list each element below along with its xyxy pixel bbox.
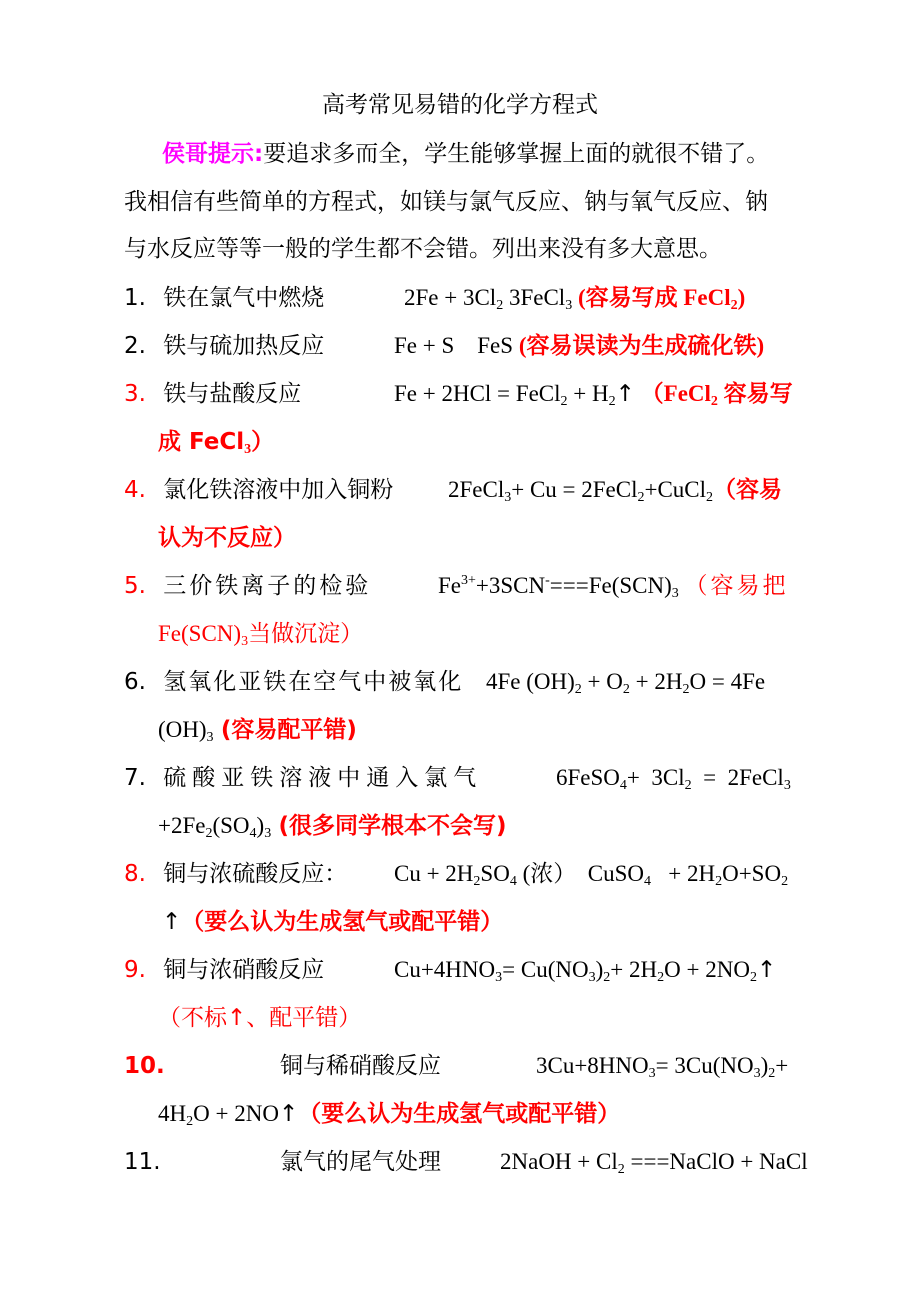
equation: $3Cu+8HNO_3= 3Cu(NO_3)_2+$ xyxy=(536,1053,789,1081)
item-number: 9. xyxy=(124,957,146,983)
equation: $Cu+4HNO_3= Cu(NO_3)_2+ 2H_2O$ + $2NO_2↑$ xyxy=(394,957,777,985)
list-item xyxy=(124,954,777,986)
item-number: 1. xyxy=(124,285,146,311)
item-number: 11. xyxy=(124,1149,161,1175)
error-note: 当做沉淀） xyxy=(248,621,364,647)
error-note: （容易把 xyxy=(684,573,789,598)
error-note: (很多同学根本不会写) xyxy=(278,813,507,839)
item-number: 3. xyxy=(124,381,146,407)
error-note: （容易 xyxy=(713,477,783,502)
item-name: 硫酸亚铁溶液中通入氯气 xyxy=(163,765,483,791)
list-item xyxy=(124,570,789,602)
error-note: （FeCl xyxy=(640,381,711,406)
list-item xyxy=(124,474,783,506)
error-note: (容易配平错) xyxy=(220,717,357,743)
intro-line-2: 我相信有些简单的方程式，如镁与氯气反应、钠与氧气反应、钠 xyxy=(124,189,768,215)
equation: $Cu + 2H_2SO_4$ (浓） CuSO$_4$ + $2H_2O+SO_2$ xyxy=(394,861,789,889)
list-item-continuation: $Fe(SCN)_3$当做沉淀） xyxy=(158,621,364,649)
equation: $2Fe + 3Cl_2$ 3FeCl$_3$ (容易写成 FeCl$_2$) xyxy=(404,285,746,313)
list-item-continuation xyxy=(158,522,296,554)
item-name: 铁在氯气中燃烧 xyxy=(163,285,325,311)
equation: 2NaOH + $Cl_2$ ===NaClO + NaCl xyxy=(500,1149,808,1177)
equation: 6FeSO$_4$+ $3Cl_2$ = 2FeCl$_3$ xyxy=(556,765,791,793)
item-number: 8. xyxy=(124,861,146,887)
list-item xyxy=(124,858,789,890)
item-name: 铁与硫加热反应 xyxy=(163,333,325,359)
page-title: 高考常见易错的化学方程式 xyxy=(322,92,598,118)
error-note: (容易写成 FeCl xyxy=(577,285,731,310)
item-name: 三价铁离子的检验 xyxy=(163,573,372,599)
equation: 4Fe $(OH)_2 + O_2 + 2H_2O = 4Fe$ xyxy=(486,669,766,697)
list-item xyxy=(124,1050,789,1082)
item-number: 10. xyxy=(124,1053,165,1079)
list-item-continuation: $+2Fe_2(SO_4)_3$ (很多同学根本不会写) xyxy=(158,813,507,841)
equation: Fe + 2HCl = FeCl$_2$ + $H_2↑$ （FeCl$_2$ 容易写 xyxy=(394,381,793,409)
list-item xyxy=(124,666,766,698)
item-number: 2. xyxy=(124,333,146,359)
item-number: 5. xyxy=(124,573,146,599)
list-item xyxy=(124,378,793,410)
intro-line-1 xyxy=(162,138,769,170)
item-name: 铜与稀硝酸反应 xyxy=(280,1053,441,1079)
error-note: (容易误读为生成硫化铁) xyxy=(518,333,765,358)
intro-text-1: 要追求多而全，学生能够掌握上面的就很不错了。 xyxy=(263,141,770,167)
item-name: 氢氧化亚铁在空气中被氧化 xyxy=(163,669,464,695)
item-name: 铜与浓硝酸反应 xyxy=(163,957,325,983)
list-item-continuation: $(OH)_3$ (容易配平错) xyxy=(158,717,357,745)
list-item-continuation: $4H_2O$ + 2NO↑（要么认为生成氢气或配平错） xyxy=(158,1101,621,1129)
item-name: 氯化铁溶液中加入铜粉 xyxy=(163,477,394,503)
equation: 2FeCl$_3$+ Cu = 2FeCl$_2$+CuCl$_2$（容易 xyxy=(448,477,783,505)
list-item xyxy=(124,330,765,362)
intro-line-3: 与水反应等等一般的学生都不会错。列出来没有多大意思。 xyxy=(124,236,722,262)
error-note: 成 FeCl xyxy=(158,429,245,455)
item-name: 氯气的尾气处理 xyxy=(280,1149,441,1175)
error-note: 认为不反应） xyxy=(158,525,296,551)
list-item-continuation xyxy=(158,1002,361,1034)
equation: Fe + S FeS (容易误读为生成硫化铁) xyxy=(394,333,765,358)
list-item-continuation: 成 FeCl$_3$） xyxy=(158,429,275,457)
item-number: 6. xyxy=(124,669,146,695)
item-name: 铁与盐酸反应 xyxy=(163,381,302,407)
item-name: 铜与浓硫酸反应： xyxy=(163,861,348,887)
intro-label: 侯哥提示: xyxy=(162,141,264,167)
error-note: （要么认为生成氢气或配平错） xyxy=(298,1101,621,1127)
equation: $Fe^{3+}+3SCN^-===Fe(SCN)_3$ （容易把 xyxy=(438,573,789,601)
error-note: （不标↑、配平错） xyxy=(158,1005,362,1031)
list-item xyxy=(124,1146,808,1178)
list-item xyxy=(124,282,746,314)
item-number: 7. xyxy=(124,765,146,791)
error-note: （要么认为生成氢气或配平错） xyxy=(181,909,504,935)
list-item-continuation: ↑（要么认为生成氢气或配平错） xyxy=(162,909,504,935)
list-item xyxy=(124,762,791,794)
item-number: 4. xyxy=(124,477,146,503)
